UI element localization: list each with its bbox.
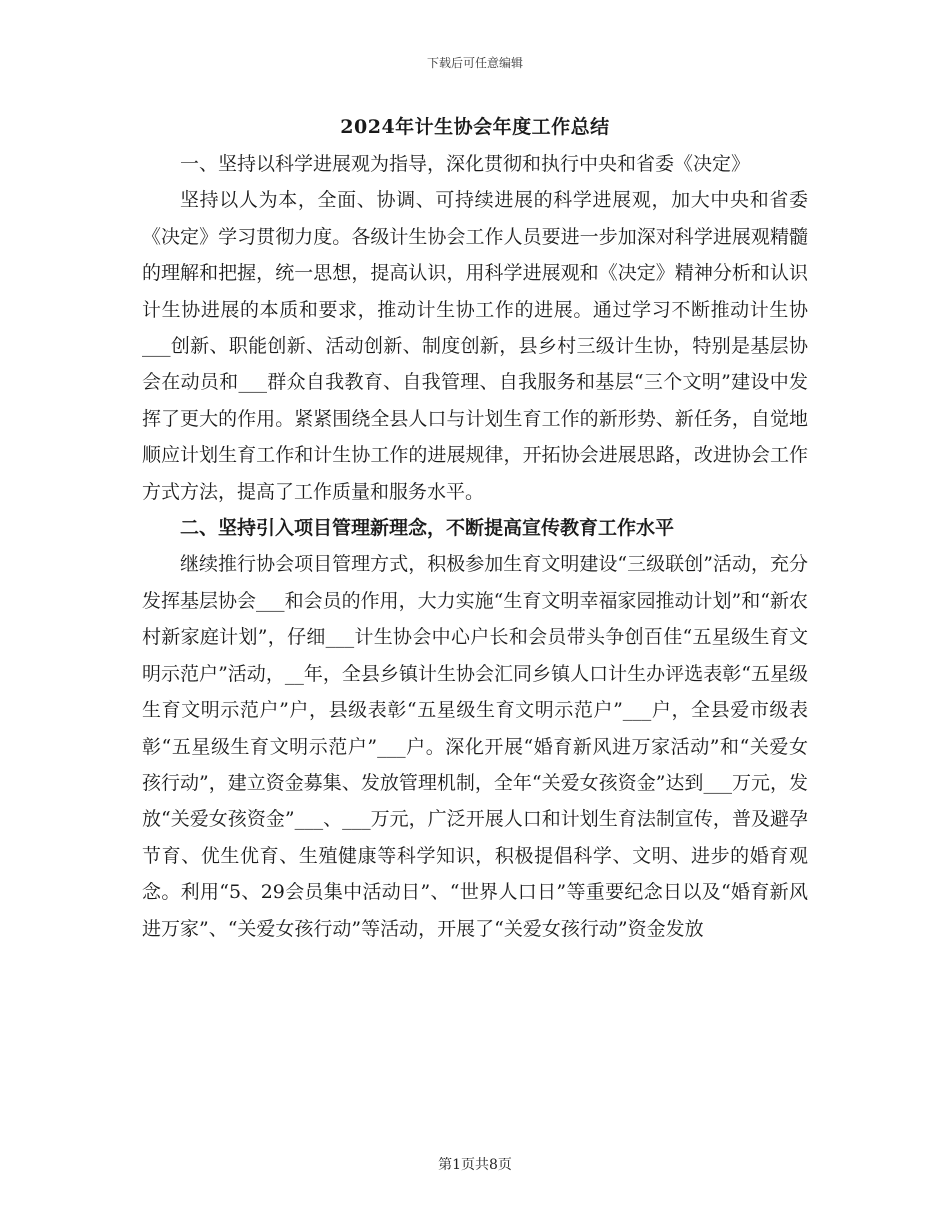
body-paragraph: 继续推行协会项目管理方式，积极参加生育文明建设“三级联创”活动，充分发挥基层协会___和会员的作用，大力实施“生育文明幸福家园推动计划”和“新农村新家庭计划”，仔细___计生协会中心户长和会员带头争创百佳“五星级生育文明示范户”活动，__年，全县乡镇计生协会汇同乡镇人口计生办评选表彰“五星级生育文明示范户”户，县级表彰“五星级生育文明示范户”___户，全县爱市级表彰“五星级生育文明示范户”___户。深化开展“婚育新风进万家活动”和“关爱女孩行动”，建立资金募集、发放管理机制，全年“关爱女孩资金”达到___万元，发放“关爱女孩资金”___、___万元，广泛开展人口和计划生育法制宣传，普及避孕节育、优生优育、生殖健康等科学知识，积极提倡科学、文明、进步的婚育观念。利用“5、29会员集中活动日”、“世界人口日”等重要纪念日以及“婚育新风进万家”、“关爱女孩行动”等活动，开展了“关爱女孩行动”资金发放 [142, 553, 808, 940]
section-heading-1: 一、坚持以科学进展观为指导，深化贯彻和执行中央和省委《决定》 [180, 153, 751, 175]
section-heading-2: 二、坚持引入项目管理新理念，不断提高宣传教育工作水平 [180, 517, 675, 540]
body-paragraph: 坚持以人为本，全面、协调、可持续进展的科学进展观，加大中央和省委《决定》学习贯彻力度。各级计生协会工作人员要进一步加深对科学进展观精髓的理解和把握，统一思想，提高认识，用科学进展观和《决定》精神分析和认识计生协进展的本质和要求，推动计生协工作的进展。通过学习不断推动计生协___创新、职能创新、活动创新、制度创新，县乡村三级计生协，特别是基层协会在动员和___群众自我教育、自我管理、自我服务和基层“三个文明”建设中发挥了更大的作用。紧紧围绕全县人口与计划生育工作的新形势、新任务，自觉地顺应计划生育工作和计生协工作的进展规律，开拓协会进展思路，改进协会工作方式方法，提高了工作质量和服务水平。 [142, 189, 808, 503]
document-title: 2024年计生协会年度工作总结 [340, 116, 610, 138]
header-note: 下载后可任意编辑 [426, 56, 523, 70]
document-body [142, 108, 808, 947]
page-number: 第1页共8页 [438, 1157, 512, 1173]
